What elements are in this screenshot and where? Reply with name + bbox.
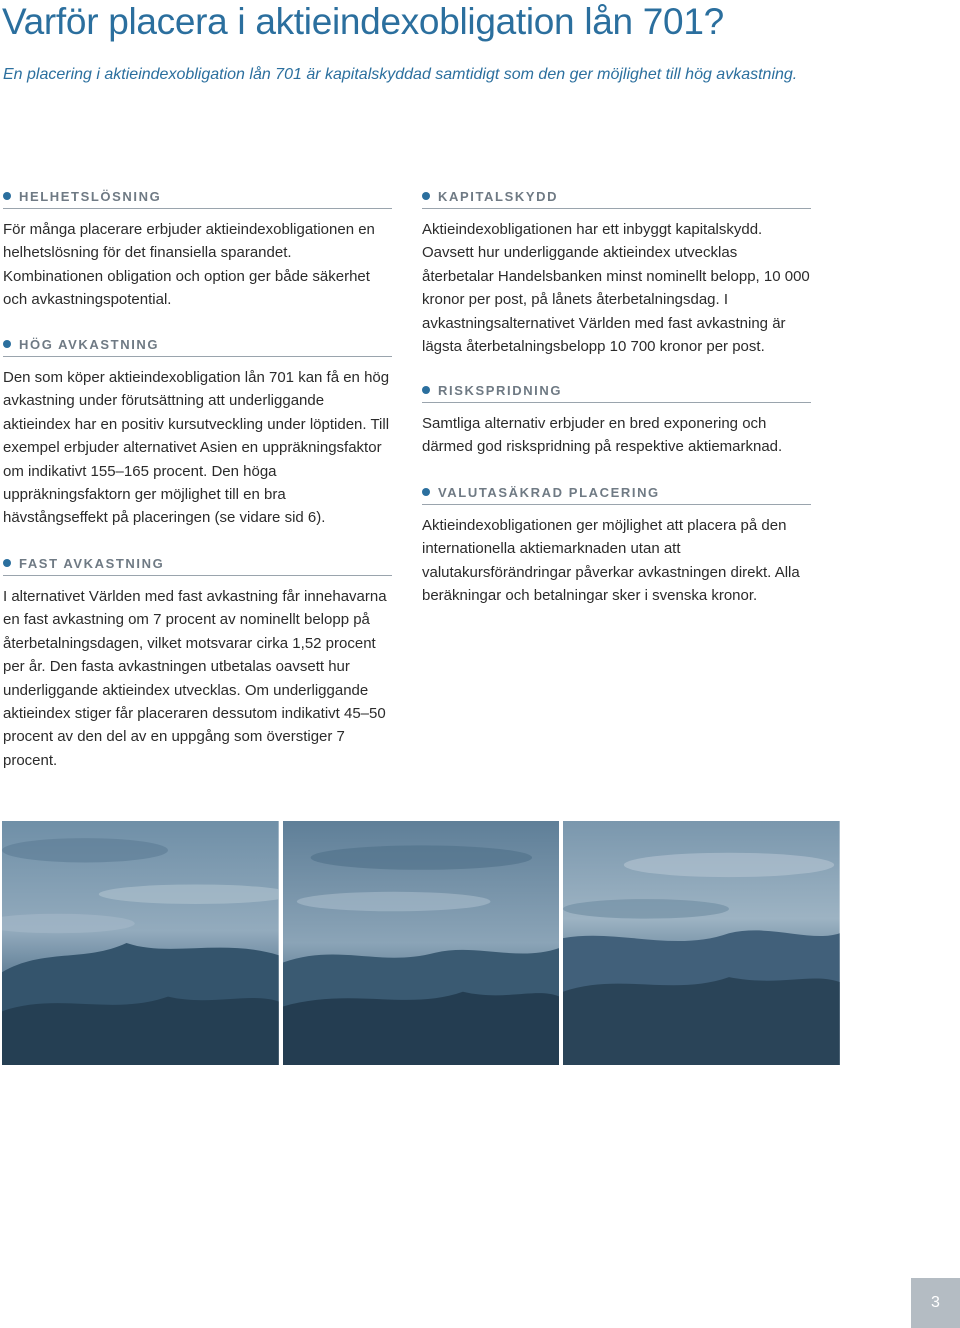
photo-strip [2,821,840,1065]
section-body: Den som köper aktieindexobligation lån 701 kan få en hög avkastning under förutsättning att underliggande aktieindex har en positiv kursutveckling under löptiden. Till exempel erbjuder alternativet Asien en uppräkningsfaktor om indikativt 155–165 procent. Den höga uppräkningsfaktorn ger möjlighet till en bra hävstångseffekt på placeringen (se vidare sid 6). [3,369,390,527]
section-heading-label: VALUTASÄKRAD PLACERING [438,484,660,500]
bullet-dot-icon [422,386,430,394]
section-riskspridning [422,380,811,459]
section-heading [3,553,392,576]
section-fast-avkastning [3,553,392,772]
bullet-dot-icon [3,340,11,348]
section-body: Aktieindexobligationen ger möjlighet att placera på den internationella aktiemarknaden utan att valutakursförändringar påverkar avkastningen direkt. Alla beräkningar och betalningar sker i svenska kronor. [422,517,800,605]
section-body: För många placerare erbjuder aktieindexobligationen en helhetslösning för det finansiella sparandet. Kombinationen obligation och option ger både säkerhet och avkastningspotential. [3,221,375,309]
section-body: Aktieindexobligationen har ett inbyggt kapitalskydd. Oavsett hur underliggande aktieindex utvecklas återbetalar Handelsbanken minst nominellt belopp, 10 000 kronor per post, på lånets återbetalningsdag. I avkastningsalternativet Världen med fast avkastning är lägsta återbetalningsbelopp 10 700 kronor per post. [422,221,810,356]
page-title: Varför placera i aktieindexobligation lån 701? [2,1,724,42]
page-number: 3 [931,1294,940,1311]
section-heading [422,482,811,505]
bullet-dot-icon [3,192,11,200]
sea-photo-right [563,821,840,1065]
section-body: Samtliga alternativ erbjuder en bred exponering och därmed god riskspridning på respektive aktiemarknad. [422,415,783,456]
section-heading-label: RISKSPRIDNING [438,382,563,398]
section-heading-label: KAPITALSKYDD [438,188,559,204]
section-heading-label: HELHETSLÖSNING [19,188,162,204]
bullet-dot-icon [422,488,430,496]
section-heading [422,186,811,209]
section-hog-avkastning [3,334,392,530]
section-heading [3,186,392,209]
sea-photo-middle [283,821,560,1065]
page-subtitle: En placering i aktieindexobligation lån 701 är kapitalskyddad samtidigt som den ger möjlighet till hög avkastning. [3,66,798,83]
section-body: I alternativet Världen med fast avkastning får innehavarna en fast avkastning om 7 procent av nominellt belopp på återbetalningsdagen, vilket motsvarar cirka 1,52 procent per år. Den fasta avkastningen utbetalas oavsett hur underliggande aktieindex utvecklas. Om underliggande aktieindex stiger får placeraren dessutom indikativt 45–50 procent av den del av en uppgång som överstiger 7 procent. [3,588,387,769]
section-heading [3,334,392,357]
section-heading-label: FAST AVKASTNING [19,555,165,571]
section-kapitalskydd [422,186,811,358]
bullet-dot-icon [3,559,11,567]
page-number-box [911,1278,960,1328]
section-helhetslosning [3,186,392,312]
section-heading [422,380,811,403]
section-valutasakrad-placering [422,482,811,608]
bullet-dot-icon [422,192,430,200]
section-heading-label: HÖG AVKASTNING [19,336,160,352]
sea-photo-left [2,821,279,1065]
